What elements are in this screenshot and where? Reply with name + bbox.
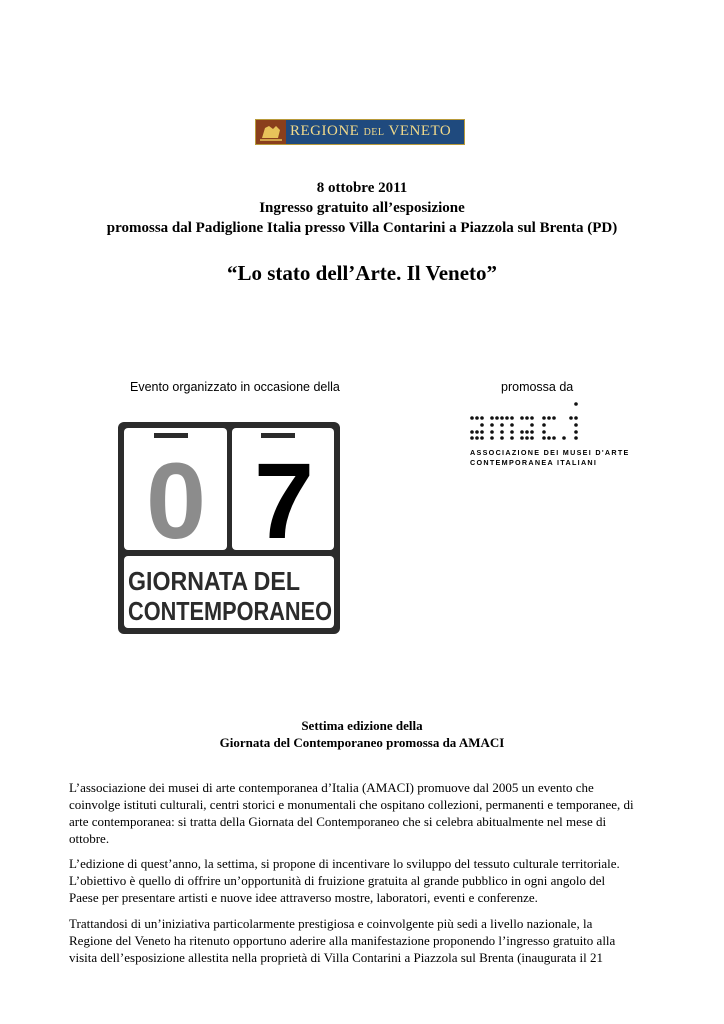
giornata-contemporaneo-logo <box>118 422 340 634</box>
giornata-line-1: GIORNATA DEL <box>128 566 301 596</box>
caption-right: promossa da <box>501 380 574 394</box>
paragraph-line: Trattandosi di un’iniziativa particolarmente prestigiosa e coinvolgente più sedi a livello nazionale, la <box>69 916 593 931</box>
paragraph-line: L’obiettivo è quello di offrire un’opportunità di fruizione gratuita al grande pubblico in ogni angolo del <box>69 873 606 888</box>
caption-left: Evento organizzato in occasione della <box>130 380 340 394</box>
header-line-2: Ingresso gratuito all’esposizione <box>259 200 465 216</box>
regione-veneto-wordmark: REGIONE DEL VENETO <box>290 123 452 139</box>
paragraph-line: Paese per presentare artisti e nuove idee attraverso mostre, laboratori, eventi e conferenze. <box>69 890 538 905</box>
lion-of-st-mark-icon <box>256 120 286 144</box>
paragraph-3 <box>69 915 656 966</box>
amaci-logo <box>468 400 630 470</box>
paragraph-line: coinvolge istituti culturali, centri storici e monumentali che ospitano collezioni, permanenti e temporanee, di <box>69 797 634 812</box>
giornata-digit-0: 0 <box>145 440 207 561</box>
section-heading-1: Settima edizione della <box>301 718 423 733</box>
amaci-dotted-wordmark-icon <box>468 400 610 444</box>
giornata-digit-7: 7 <box>253 440 315 561</box>
paragraph-1 <box>69 779 656 847</box>
exhibition-title: “Lo stato dell’Arte. Il Veneto” <box>226 261 498 285</box>
paragraph-line: arte contemporanea: si tratta della Giornata del Contemporaneo che si celebra abitualmente nel mese di <box>69 814 607 829</box>
paragraph-line: ottobre. <box>69 831 110 846</box>
paragraph-line: L’edizione di quest’anno, la settima, si propone di incentivare lo sviluppo del tessuto culturale territoriale. <box>69 856 620 871</box>
header-line-3: promossa dal Padiglione Italia presso Villa Contarini a Piazzola sul Brenta (PD) <box>106 220 618 236</box>
amaci-subtitle-2: CONTEMPORANEA ITALIANI <box>470 458 598 467</box>
paragraph-2 <box>69 855 656 906</box>
paragraph-line: L’associazione dei musei di arte contemporanea d’Italia (AMACI) promuove dal 2005 un evento che <box>69 780 594 795</box>
paragraph-line: visita dell’esposizione allestita nella proprietà di Villa Contarini a Piazzola sul Brenta (inaugurata il 21 <box>69 950 603 965</box>
paragraph-line: Regione del Veneto ha ritenuto opportuno aderire alla manifestazione proponendo l’ingresso gratuito alla <box>69 933 616 948</box>
event-date: 8 ottobre 2011 <box>316 180 408 196</box>
section-heading-2: Giornata del Contemporaneo promossa da AMACI <box>219 735 505 750</box>
giornata-line-2: CONTEMPORANEO <box>128 596 332 626</box>
amaci-subtitle-1: ASSOCIAZIONE DEI MUSEI D'ARTE <box>470 448 630 457</box>
regione-veneto-logo <box>255 119 465 145</box>
